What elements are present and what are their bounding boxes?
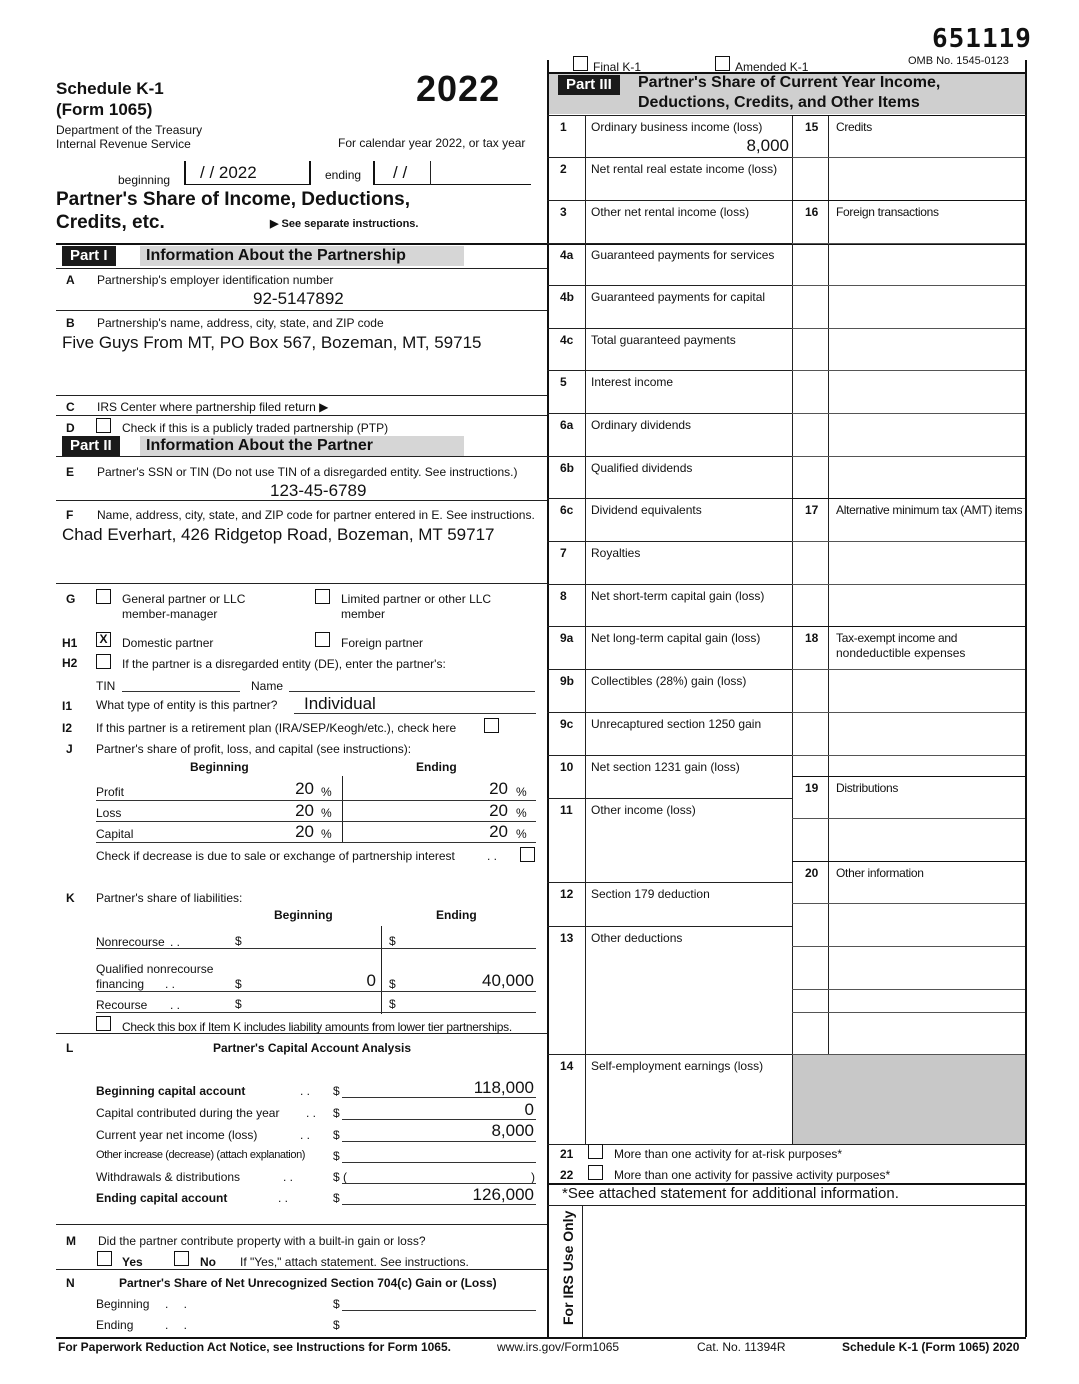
dollar-sign: $ xyxy=(235,997,242,1011)
leader-dots: . . xyxy=(165,1318,194,1332)
item-e-letter: E xyxy=(66,465,75,479)
item-l-letter: L xyxy=(66,1041,74,1055)
line-0-label: Ordinary business income (loss) xyxy=(591,120,763,134)
general-partner-checkbox[interactable] xyxy=(96,589,111,604)
j-loss-ending[interactable]: 20 xyxy=(489,801,508,820)
line-12-number: 9a xyxy=(560,631,574,645)
part3-title-line1: Partner's Share of Current Year Income, xyxy=(638,74,941,91)
de-name-label: Name xyxy=(251,679,284,693)
line-21-label: More than one activity for at-risk purposes* xyxy=(614,1147,843,1161)
tin-label: TIN xyxy=(96,679,116,693)
line-12-label: Net long-term capital gain (loss) xyxy=(591,631,761,645)
line-16-label: Other income (loss) xyxy=(591,803,696,817)
part2-label: Part II xyxy=(62,436,120,456)
item-a-label: Partnership's employer identification number xyxy=(97,273,334,287)
n-section-title: Partner's Share of Net Unrecognized Section 704(c) Gain or (Loss) xyxy=(119,1276,497,1290)
line-9-number: 6c xyxy=(560,503,574,517)
end-date-field[interactable] xyxy=(373,161,531,185)
item-c-label: IRS Center where partnership filed return ▶ xyxy=(97,400,329,414)
item-h2-letter: H2 xyxy=(62,656,78,670)
item-h2-label: If the partner is a disregarded entity (DE), enter the partner's: xyxy=(122,657,446,671)
limited-partner-label-2: member xyxy=(341,607,386,621)
j-profit-ending[interactable]: 20 xyxy=(489,779,508,798)
right-line-5-label: Other information xyxy=(836,866,924,880)
domestic-partner-checkbox[interactable]: X xyxy=(96,632,111,647)
irs-use-only-label: For IRS Use Only xyxy=(560,1210,576,1325)
l-net-income-label: Current year net income (loss) xyxy=(96,1128,258,1142)
part2-title: Information About the Partner xyxy=(140,436,464,456)
line-3-number: 4a xyxy=(560,248,574,262)
line-0-number: 1 xyxy=(560,120,567,134)
general-partner-label: General partner or LLC xyxy=(122,592,246,606)
item-b-letter: B xyxy=(66,316,75,330)
leader-dots: . . xyxy=(300,1084,311,1098)
m-yes-label: Yes xyxy=(122,1255,143,1269)
l-contributed-value[interactable]: 0 xyxy=(524,1100,534,1119)
right-line-3-label-2: nondeductible expenses xyxy=(836,646,966,660)
beginning-label: beginning xyxy=(118,173,171,187)
j-loss-label: Loss xyxy=(96,806,122,820)
k-qnr-ending[interactable]: 40,000 xyxy=(482,971,534,990)
retirement-plan-checkbox[interactable] xyxy=(484,718,499,733)
line-11-label: Net short-term capital gain (loss) xyxy=(591,589,765,603)
begin-date-field[interactable] xyxy=(184,161,310,185)
see-attached-statement: *See attached statement for additional information. xyxy=(562,1185,899,1202)
leader-dots: . . xyxy=(170,998,181,1012)
general-partner-label-2: member-manager xyxy=(122,607,218,621)
limited-partner-label: Limited partner or other LLC xyxy=(341,592,492,606)
line-1-number: 2 xyxy=(560,162,567,176)
stamp-number: 651119 xyxy=(932,24,1032,54)
pct-sign: % xyxy=(516,785,527,799)
entity-type-value[interactable]: Individual xyxy=(304,694,376,713)
limited-partner-checkbox[interactable] xyxy=(315,589,330,604)
l-ending-capital-label: Ending capital account xyxy=(96,1191,228,1205)
n-beginning-label: Beginning xyxy=(96,1297,150,1311)
leader-dots: . . xyxy=(487,849,498,863)
j-decrease-label: Check if decrease is due to sale or exchange of partnership interest xyxy=(96,849,455,863)
line-21-number: 21 xyxy=(560,1147,574,1161)
line-14-label: Unrecaptured section 1250 gain xyxy=(591,717,762,731)
leader-dots: . . xyxy=(165,1297,194,1311)
form-number: (Form 1065) xyxy=(56,100,153,119)
at-risk-checkbox[interactable] xyxy=(588,1144,603,1159)
m-note: If "Yes," attach statement. See instructions. xyxy=(240,1255,469,1269)
line-6-label: Interest income xyxy=(591,375,674,389)
dollar-sign: $ xyxy=(389,997,396,1011)
line-11-number: 8 xyxy=(560,589,567,603)
line-0-amount[interactable]: 8,000 xyxy=(746,136,789,155)
line-15-number: 10 xyxy=(560,760,574,774)
item-j-label: Partner's share of profit, loss, and capital (see instructions): xyxy=(96,742,412,756)
item-m-label: Did the partner contribute property with a built-in gain or loss? xyxy=(98,1234,426,1248)
part1-title: Information About the Partnership xyxy=(140,246,464,266)
dollar-sign: $ xyxy=(235,934,242,948)
dollar-sign: $ xyxy=(333,1297,340,1311)
l-withdrawals-paren-open: $ ( xyxy=(333,1170,348,1184)
k-beginning-header: Beginning xyxy=(274,908,333,922)
footer-cat-number: Cat. No. 11394R xyxy=(697,1340,786,1354)
line-13-label: Collectibles (28%) gain (loss) xyxy=(591,674,747,688)
line-17-label: Section 179 deduction xyxy=(591,887,710,901)
foreign-partner-label: Foreign partner xyxy=(341,636,424,650)
dollar-sign: $ xyxy=(333,1191,340,1205)
item-i2-letter: I2 xyxy=(62,721,73,735)
item-f-letter: F xyxy=(66,508,74,522)
item-g-letter: G xyxy=(66,592,76,606)
form-name: Schedule K-1 xyxy=(56,79,164,98)
line-17-number: 12 xyxy=(560,887,574,901)
amended-k1-label: Amended K-1 xyxy=(735,60,809,74)
footer-pra-notice: For Paperwork Reduction Act Notice, see Instructions for Form 1065. xyxy=(58,1340,451,1354)
final-k1-label: Final K-1 xyxy=(593,60,642,74)
calendar-year-text: For calendar year 2022, or tax year xyxy=(338,136,526,150)
pct-sign: % xyxy=(321,785,332,799)
dollar-sign: $ xyxy=(333,1106,340,1120)
partner-ssn[interactable]: 123-45-6789 xyxy=(270,481,367,500)
line-4-label: Guaranteed payments for capital xyxy=(591,290,766,304)
right-line-3-label: Tax-exempt income and xyxy=(836,631,958,645)
tax-year: 2022 xyxy=(416,68,501,109)
right-line-1-number: 16 xyxy=(805,205,819,219)
line-1-label: Net rental real estate income (loss) xyxy=(591,162,778,176)
m-no-checkbox[interactable] xyxy=(174,1251,189,1266)
partnership-name-address[interactable]: Five Guys From MT, PO Box 567, Bozeman, MT, 59715 xyxy=(62,333,482,352)
right-line-5-number: 20 xyxy=(805,866,819,880)
right-line-1-label: Foreign transactions xyxy=(836,205,939,219)
part1-label: Part I xyxy=(62,246,116,266)
k-qnr-label: Qualified nonrecourse xyxy=(96,962,214,976)
pct-sign: % xyxy=(516,806,527,820)
part3-label: Part III xyxy=(558,75,620,95)
n-ending-label: Ending xyxy=(96,1318,134,1332)
omb-number: OMB No. 1545-0123 xyxy=(908,55,1009,67)
pct-sign: % xyxy=(321,827,332,841)
l-withdrawals-label: Withdrawals & distributions xyxy=(96,1170,241,1184)
leader-dots: . . xyxy=(300,1128,311,1142)
begin-date-value: / / 2022 xyxy=(200,163,257,182)
dept-treasury: Department of the Treasury xyxy=(56,123,203,137)
amended-k1-checkbox[interactable] xyxy=(715,56,730,71)
right-line-2-number: 17 xyxy=(805,503,819,517)
l-section-title: Partner's Capital Account Analysis xyxy=(213,1041,412,1055)
foreign-partner-checkbox[interactable] xyxy=(315,632,330,647)
line-2-number: 3 xyxy=(560,205,567,219)
item-d-letter: D xyxy=(66,421,75,435)
right-line-2-label: Alternative minimum tax (AMT) items xyxy=(836,503,1023,517)
final-k1-checkbox[interactable] xyxy=(573,56,588,71)
right-line-0-label: Credits xyxy=(836,120,872,134)
partner-name-address[interactable]: Chad Everhart, 426 Ridgetop Road, Bozeman, MT 59717 xyxy=(62,525,495,544)
item-n-letter: N xyxy=(66,1276,75,1290)
leader-dots: . . xyxy=(165,977,176,991)
j-loss-beginning[interactable]: 20 xyxy=(295,801,314,820)
item-k-label: Partner's share of liabilities: xyxy=(96,891,243,905)
item-h1-letter: H1 xyxy=(62,636,78,650)
item-j-letter: J xyxy=(66,742,73,756)
ptp-checkbox[interactable] xyxy=(96,418,111,433)
partnership-ein[interactable]: 92-5147892 xyxy=(253,289,344,308)
footer-form-name: Schedule K-1 (Form 1065) 2020 xyxy=(842,1340,1020,1354)
item-i2-label: If this partner is a retirement plan (IRA/SEP/Keogh/etc.), check here xyxy=(96,721,457,735)
j-profit-beginning[interactable]: 20 xyxy=(295,779,314,798)
l-contributed-label: Capital contributed during the year xyxy=(96,1106,280,1120)
lower-tier-checkbox[interactable] xyxy=(96,1016,111,1031)
line-19-number: 14 xyxy=(560,1059,574,1073)
l-ending-capital-value[interactable]: 126,000 xyxy=(472,1185,534,1204)
line-8-number: 6b xyxy=(560,461,575,475)
line-5-number: 4c xyxy=(560,333,574,347)
item-d-label: Check if this is a publicly traded partnership (PTP) xyxy=(122,421,389,435)
item-i1-label: What type of entity is this partner? xyxy=(96,698,278,712)
leader-dots: . . xyxy=(306,1106,317,1120)
item-m-letter: M xyxy=(66,1234,76,1248)
dollar-sign: $ xyxy=(333,1128,340,1142)
k-qnr-label-2: financing xyxy=(96,977,145,991)
item-f-label: Name, address, city, state, and ZIP code for partner entered in E. See instructions. xyxy=(97,508,535,522)
item-i1-letter: I1 xyxy=(62,699,73,713)
k-ending-header: Ending xyxy=(436,908,477,922)
right-line-4-label: Distributions xyxy=(836,781,899,795)
line-19-label: Self-employment earnings (loss) xyxy=(591,1059,764,1073)
right-line-4-number: 19 xyxy=(805,781,819,795)
k-qnr-beginning[interactable]: 0 xyxy=(366,971,376,990)
ending-label: ending xyxy=(325,168,362,182)
pct-sign: % xyxy=(516,827,527,841)
line-9-label: Dividend equivalents xyxy=(591,503,702,517)
line-2-label: Other net rental income (loss) xyxy=(591,205,750,219)
leader-dots: . . xyxy=(283,1170,294,1184)
disregarded-entity-checkbox[interactable] xyxy=(96,654,111,669)
line-18-label: Other deductions xyxy=(591,931,683,945)
m-yes-checkbox[interactable] xyxy=(97,1251,112,1266)
j-capital-label: Capital xyxy=(96,827,134,841)
dollar-sign: $ xyxy=(333,1084,340,1098)
pct-sign: % xyxy=(321,806,332,820)
item-b-label: Partnership's name, address, city, state, and ZIP code xyxy=(97,316,384,330)
line-5-label: Total guaranteed payments xyxy=(591,333,736,347)
line-10-label: Royalties xyxy=(591,546,641,560)
item-e-label: Partner's SSN or TIN (Do not use TIN of a disregarded entity. See instructions.) xyxy=(97,465,518,479)
line-6-number: 5 xyxy=(560,375,567,389)
dollar-sign: $ xyxy=(389,977,396,991)
k-nonrecourse-label: Nonrecourse xyxy=(96,935,165,949)
l-net-income-value[interactable]: 8,000 xyxy=(491,1121,534,1140)
line-3-label: Guaranteed payments for services xyxy=(591,248,775,262)
line-18-number: 13 xyxy=(560,931,574,945)
j-profit-label: Profit xyxy=(96,785,125,799)
line-4-number: 4b xyxy=(560,290,575,304)
leader-dots: . . xyxy=(278,1191,289,1205)
line-8-label: Qualified dividends xyxy=(591,461,693,475)
j-capital-beginning[interactable]: 20 xyxy=(295,822,314,841)
line-7-number: 6a xyxy=(560,418,574,432)
domestic-partner-label: Domestic partner xyxy=(122,636,214,650)
k-recourse-label: Recourse xyxy=(96,998,148,1012)
l-beginning-capital-label: Beginning capital account xyxy=(96,1084,246,1098)
dollar-sign: $ xyxy=(235,977,242,991)
form-title-line2: Credits, etc. xyxy=(56,212,165,233)
leader-dots: . . xyxy=(170,935,181,949)
end-date-value: / / xyxy=(393,163,408,182)
irs-label: Internal Revenue Service xyxy=(56,137,191,151)
m-no-label: No xyxy=(200,1255,216,1269)
line-13-number: 9b xyxy=(560,674,575,688)
l-other-increase-label: Other increase (decrease) (attach explanation) xyxy=(96,1149,306,1161)
right-line-3-number: 18 xyxy=(805,631,819,645)
l-beginning-capital-value[interactable]: 118,000 xyxy=(473,1078,534,1097)
footer-url[interactable]: www.irs.gov/Form1065 xyxy=(497,1340,620,1354)
right-line-0-number: 15 xyxy=(805,120,819,134)
decrease-sale-checkbox[interactable] xyxy=(520,847,535,862)
j-ending-header: Ending xyxy=(416,760,457,774)
k-lower-tier-label: Check this box if Item K includes liability amounts from lower tier partnerships. xyxy=(122,1020,512,1034)
line-22-number: 22 xyxy=(560,1168,574,1182)
line-16-number: 11 xyxy=(560,803,573,817)
item-a-letter: A xyxy=(66,273,75,287)
line-10-number: 7 xyxy=(560,546,567,560)
dollar-sign: $ xyxy=(333,1318,340,1332)
line-15-label: Net section 1231 gain (loss) xyxy=(591,760,740,774)
item-k-letter: K xyxy=(66,891,75,905)
dollar-sign: $ xyxy=(389,934,396,948)
line-14-number: 9c xyxy=(560,717,574,731)
dollar-sign: $ xyxy=(333,1149,340,1163)
j-beginning-header: Beginning xyxy=(190,760,249,774)
item-c-letter: C xyxy=(66,400,75,414)
line-22-label: More than one activity for passive activity purposes* xyxy=(614,1168,891,1182)
form-title-line1: Partner's Share of Income, Deductions, xyxy=(56,189,410,210)
passive-activity-checkbox[interactable] xyxy=(588,1165,603,1180)
line-7-label: Ordinary dividends xyxy=(591,418,692,432)
shaded-area xyxy=(793,1055,1025,1145)
part3-title-line2: Deductions, Credits, and Other Items xyxy=(638,94,920,111)
see-instructions: ▶ See separate instructions. xyxy=(270,218,419,230)
l-withdrawals-paren-close: ) xyxy=(531,1170,535,1184)
j-capital-ending[interactable]: 20 xyxy=(489,822,508,841)
